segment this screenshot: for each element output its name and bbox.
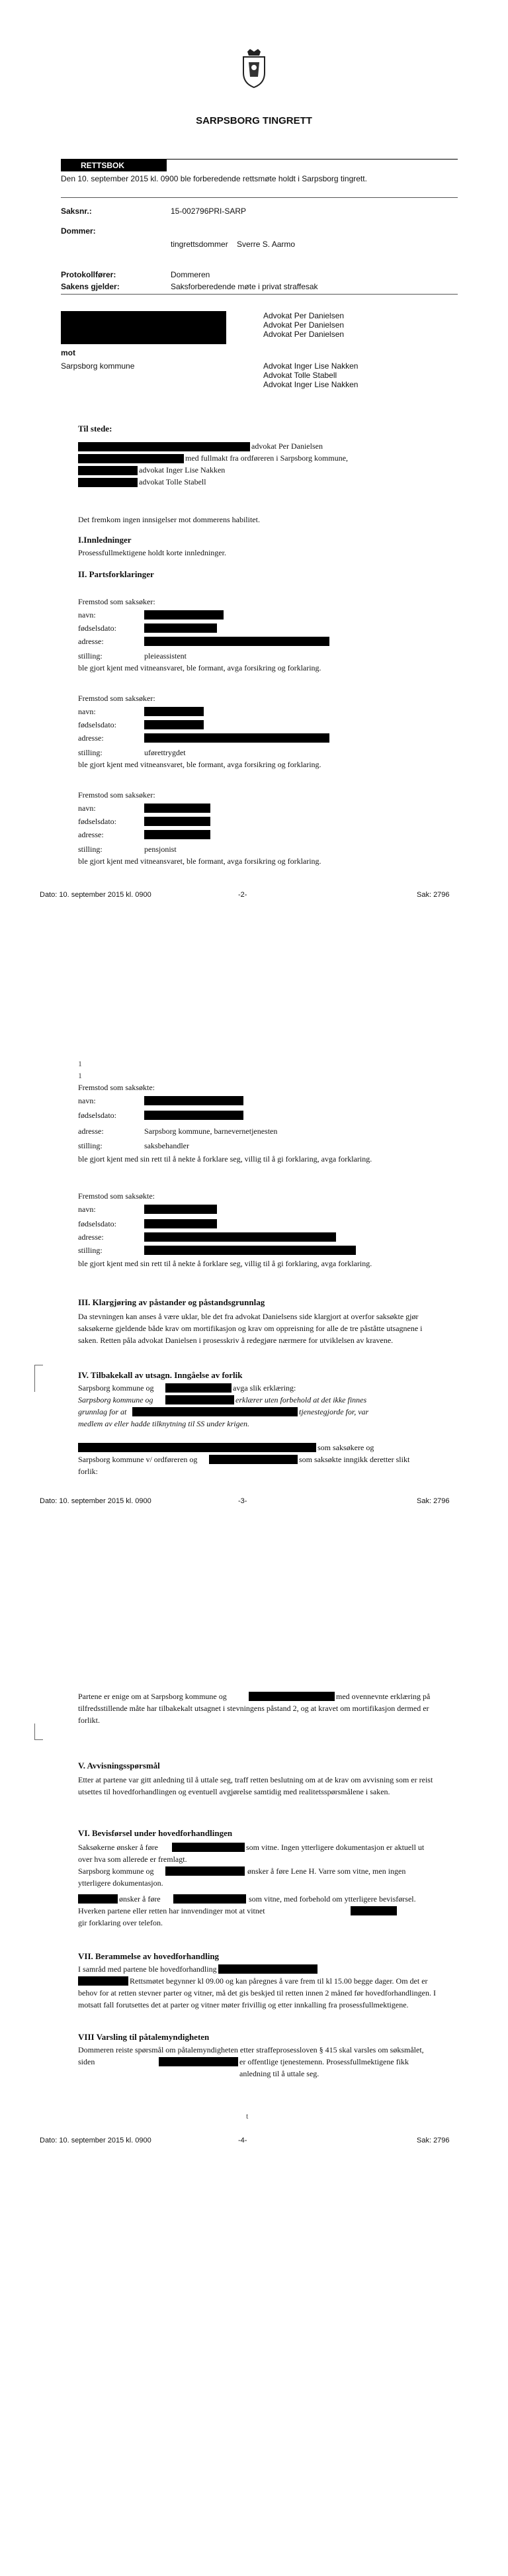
redaction [144, 1111, 243, 1120]
footer-sak: Sak: 2796 [417, 1497, 450, 1505]
fremstod-label: Fremstod som saksøkte: [78, 1083, 155, 1092]
s6-line: ønsker å føre Lene H. Varre som vitne, men ingen ytterligere dokumentasjon. [78, 1866, 406, 1888]
s6-line: som vitne. Ingen ytterligere dokumentasjon er aktuell ut over hva som allerede er fremlagt. [78, 1843, 425, 1864]
s4-line: forlik: [78, 1467, 98, 1476]
divider [61, 294, 458, 295]
vitne-text: ble gjort kjent med vitneansvaret, ble formant, avga forsikring og forklaring. [78, 760, 321, 769]
redaction [78, 1443, 316, 1452]
page-mark: t [246, 2111, 249, 2121]
s8-text: Dommeren reiste spørsmål om påtalemyndigheten etter straffeprosessloven § 415 skal varsles om søksmålet, siden [78, 2045, 424, 2066]
redaction [159, 2057, 238, 2066]
s6-line: Sarpsborg kommune og [78, 1866, 154, 1876]
case-value-gjelder: Saksforberedende møte i privat straffesak [171, 282, 318, 291]
present-line: advokat Inger Lise Nakken [139, 465, 226, 475]
redaction [165, 1383, 232, 1393]
versus-label: mot [61, 348, 75, 357]
s6-line: Saksøkerne ønsker å føre [78, 1843, 158, 1852]
court-coat-of-arms [239, 48, 269, 89]
field-label: navn: [78, 707, 96, 716]
redaction [144, 830, 210, 839]
kjent-text: ble gjort kjent med sin rett til å nekte å forklare seg, villig til å gi forklaring, avga forklaring. [78, 1154, 372, 1164]
case-label-gjelder: Sakens gjelder: [61, 282, 120, 291]
field-label: fødselsdato: [78, 1111, 116, 1120]
s6-line: som vitne, med forbehold om ytterligere bevisførsel. Hverken partene eller retten har innvendinger mot at vitnet [78, 1894, 416, 1915]
present-line: advokat Per Danielsen [251, 441, 323, 451]
s8-text: er offentlige tjenestemenn. Prosessfullmektigene fikk anledning til å uttale seg. [239, 2057, 409, 2078]
redaction [165, 1395, 234, 1404]
meeting-text: Den 10. september 2015 kl. 0900 ble forberedende rettsmøte holdt i Sarpsborg tingrett. [61, 174, 367, 183]
footer-page: -3- [238, 1497, 247, 1505]
section-title: VIII Varsling til påtalemyndigheten [78, 2032, 210, 2042]
vitne-text: ble gjort kjent med vitneansvaret, ble formant, avga forsikring og forklaring. [78, 856, 321, 866]
defendant-lawyer: Advokat Inger Lise Nakken [263, 361, 359, 371]
redaction [144, 1205, 217, 1214]
p3-line: Partene er enige om at Sarpsborg kommune og [78, 1692, 227, 1701]
p3-line: med ovennevnte erklæring på tilfredsstillende måte har tilbakekalt utsagnet i stevningens påstand 2, og at kravet om mortifikasjon dermed er forlikt. [78, 1692, 431, 1725]
redaction [144, 804, 210, 813]
field-label: adresse: [78, 1127, 104, 1136]
field-label: fødselsdato: [78, 623, 116, 633]
defendant-lawyer: Advokat Tolle Stabell [263, 371, 337, 380]
footer-date: Dato: 10. september 2015 kl. 0900 [40, 2137, 151, 2144]
s6-line: ønsker å føre [119, 1894, 161, 1904]
fremstod-label: Fremstod som saksøker: [78, 597, 155, 606]
s4-line: medlem av eller hadde tilknytning til SS under krigen. [78, 1419, 249, 1428]
redaction [144, 1096, 243, 1105]
section-title: VII. Berammelse av hovedforhandling [78, 1951, 220, 1961]
defendant-lawyer: Advokat Inger Lise Nakken [263, 380, 359, 389]
section-text: Prosessfullmektigene holdt korte innledninger. [78, 548, 226, 557]
redaction [78, 454, 184, 463]
field-label: stilling: [78, 1141, 103, 1150]
field-value: pensjonist [144, 845, 177, 854]
footer-page: -4- [238, 2137, 247, 2144]
field-label: fødselsdato: [78, 1219, 116, 1228]
field-label: adresse: [78, 733, 104, 743]
redaction [144, 733, 329, 743]
kjent-text: ble gjort kjent med sin rett til å nekte å forklare seg, villig til å gi forklaring, avga forklaring. [78, 1259, 372, 1268]
margin-bracket [34, 1365, 43, 1392]
s7-text: Rettsmøtet begynner kl 09.00 og kan påregnes å vare frem til kl 15.00 begge dager. Om det er behov for at retten stevner parter og vitner, må det gis beskjed til retten innen 2 måned før hovedforhandlingen. I motsatt fall forutsettes det at parter og vitner møter frivillig og etter innkalling fra prosessfullmektigene. [78, 1976, 437, 2009]
defendant-name: Sarpsborg kommune [61, 361, 135, 371]
section-text: Etter at partene var gitt anledning til å uttale seg, traff retten beslutning om at de krav om avvisning som er reist utsettes til hovedforhandlingen og eventuell avgjørelse samtidig med realitetsspørsmålene i saken. [78, 1775, 433, 1796]
redaction [351, 1906, 397, 1915]
field-label: adresse: [78, 830, 104, 839]
redaction [144, 1232, 336, 1242]
case-value-dommer: tingrettsdommer Sverre S. Aarmo [171, 240, 296, 249]
redaction [144, 720, 204, 729]
redaction [78, 466, 138, 475]
field-label: fødselsdato: [78, 720, 116, 729]
field-value: saksbehandler [144, 1141, 189, 1150]
til-stede-heading: Til stede: [78, 424, 112, 434]
section-title: II. Partsforklaringer [78, 569, 154, 579]
field-label: adresse: [78, 637, 104, 646]
field-label: stilling: [78, 1246, 103, 1255]
redaction [144, 1219, 217, 1228]
section-title: III. Klargjøring av påstander og påstandsgrunnlag [78, 1297, 265, 1307]
divider [61, 197, 458, 198]
redaction [78, 478, 138, 487]
s4-line: Sarpsborg kommune og [78, 1395, 153, 1404]
redaction [144, 707, 204, 716]
fremstod-label: Fremstod som saksøker: [78, 790, 155, 800]
page-mark: 1 [78, 1059, 82, 1068]
rettsbok-bar [61, 159, 458, 171]
vitne-text: ble gjort kjent med vitneansvaret, ble formant, avga forsikring og forklaring. [78, 663, 321, 672]
habilitet-text: Det fremkom ingen innsigelser mot dommerens habilitet. [78, 515, 260, 524]
field-value: pleieassistent [144, 651, 187, 661]
field-label: fødselsdato: [78, 817, 116, 826]
case-value-protokoll: Dommeren [171, 270, 210, 279]
section-text: Da stevningen kan anses å være uklar, ble det fra advokat Danielsens side klargjort at overfor saksøkte gjør saksøkerne gjeldende både krav om mortifikasjon og krav om oppreisning for alle de tre påståtte utsagnene i saken. Retten påla advokat Danielsen i prosesskriv å redegjøre nærmere for utviklelsen av kravene. [78, 1312, 423, 1345]
redaction [144, 623, 217, 633]
s6-line: gir forklaring over telefon. [78, 1918, 163, 1927]
section-title: I.Innledninger [78, 535, 132, 545]
footer-date: Dato: 10. september 2015 kl. 0900 [40, 891, 151, 899]
fremstod-label: Fremstod som saksøker: [78, 694, 155, 703]
field-label: navn: [78, 1096, 96, 1105]
plaintiff-lawyer: Advokat Per Danielsen [263, 311, 345, 320]
case-value-saksnr: 15-002796PRI-SARP [171, 207, 247, 216]
footer-sak: Sak: 2796 [417, 891, 450, 899]
field-label: navn: [78, 804, 96, 813]
case-label-protokoll: Protokollfører: [61, 270, 116, 279]
redaction [61, 311, 226, 344]
redaction [132, 1407, 298, 1416]
fremstod-label: Fremstod som saksøkte: [78, 1191, 155, 1201]
field-label: navn: [78, 610, 96, 620]
footer-page: -2- [238, 891, 247, 899]
present-line: med fullmakt fra ordføreren i Sarpsborg kommune, [185, 453, 349, 463]
field-label: stilling: [78, 651, 103, 661]
present-line: advokat Tolle Stabell [139, 477, 206, 486]
page-mark: 1 [78, 1071, 82, 1080]
court-name: SARPSBORG TINGRETT [196, 115, 312, 126]
section-title: V. Avvisningsspørsmål [78, 1761, 160, 1771]
plaintiff-lawyer: Advokat Per Danielsen [263, 330, 345, 339]
redaction [144, 610, 224, 620]
redaction [144, 817, 210, 826]
footer-date: Dato: 10. september 2015 kl. 0900 [40, 1497, 151, 1505]
footer-sak: Sak: 2796 [417, 2137, 450, 2144]
s4-line: tjenestegjorde for, var [299, 1407, 369, 1416]
redaction [209, 1455, 298, 1464]
s4-line: erklærer uten forbehold at det ikke finnes [235, 1395, 367, 1404]
plaintiff-lawyer: Advokat Per Danielsen [263, 320, 345, 330]
s7-text: I samråd med partene ble hovedforhandling [78, 1964, 217, 1974]
s4-line: avga slik erklæring: [233, 1383, 296, 1393]
redaction [78, 442, 250, 451]
field-value: Sarpsborg kommune, barnevernetjenesten [144, 1127, 278, 1136]
redaction [144, 1246, 356, 1255]
rettsbok-badge: RETTSBOK [61, 160, 167, 171]
s4-line: Sarpsborg kommune og [78, 1383, 154, 1393]
field-value: uførettrygdet [144, 748, 186, 757]
case-label-dommer: Dommer: [61, 226, 96, 236]
redaction [144, 637, 329, 646]
case-label-saksnr: Saksnr.: [61, 207, 92, 216]
field-label: navn: [78, 1205, 96, 1214]
s4-line: som saksøkte inngikk deretter slikt [299, 1455, 410, 1464]
redaction [218, 1964, 318, 1974]
field-label: stilling: [78, 845, 103, 854]
field-label: adresse: [78, 1232, 104, 1242]
section-title: VI. Bevisførsel under hovedforhandlingen [78, 1828, 233, 1838]
field-label: stilling: [78, 748, 103, 757]
section-title: IV. Tilbakekall av utsagn. Inngåelse av forlik [78, 1370, 243, 1380]
margin-bracket [34, 1724, 43, 1740]
s4-line: som saksøkere og [318, 1443, 374, 1452]
s4-line: Sarpsborg kommune v/ ordføreren og [78, 1455, 198, 1464]
s4-line: grunnlag for at [78, 1407, 127, 1416]
